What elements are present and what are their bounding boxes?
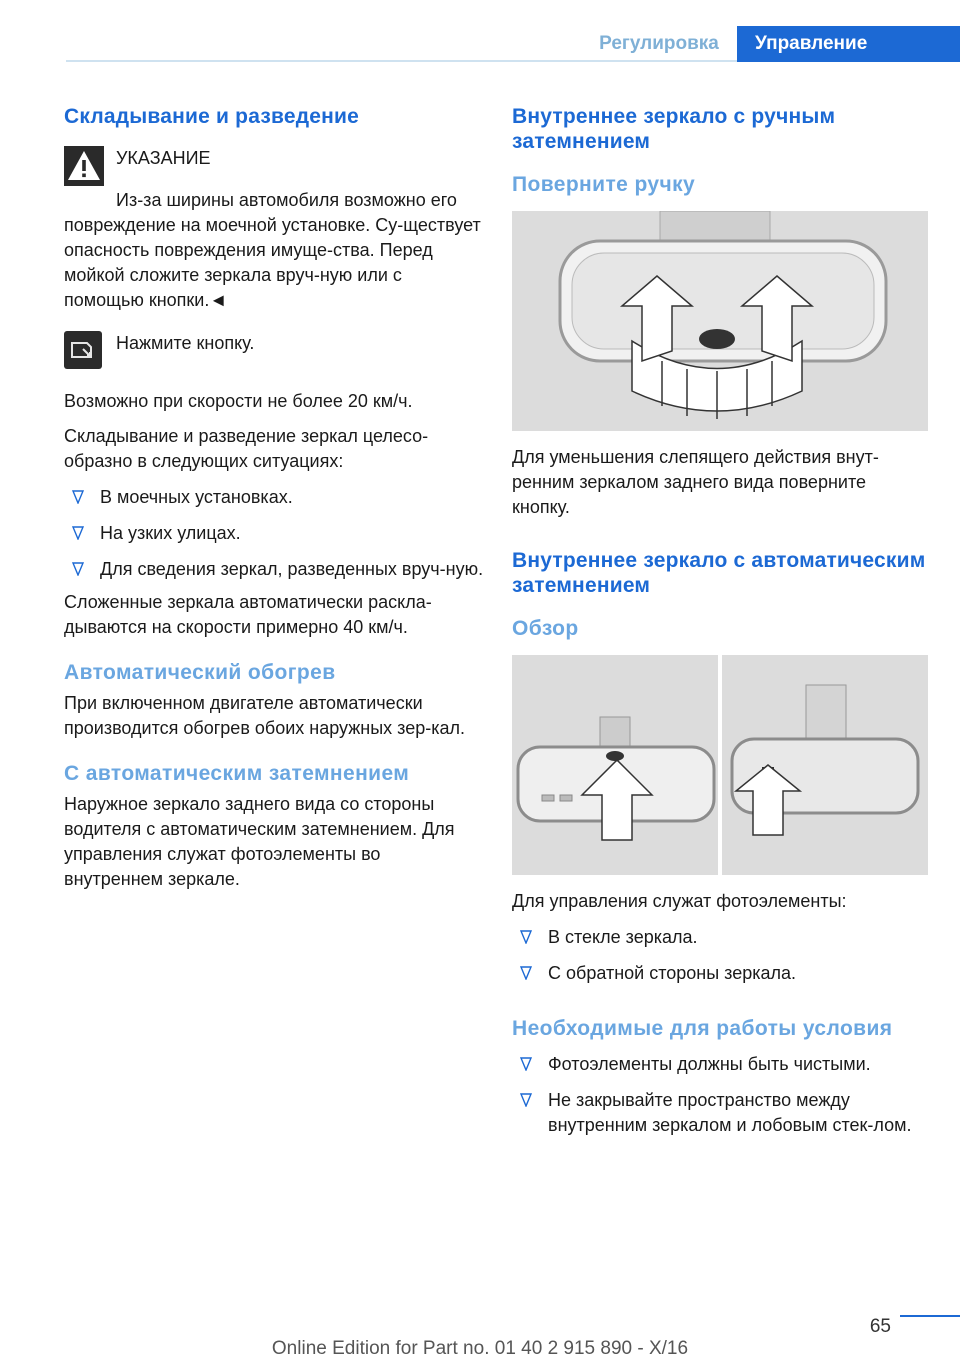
mirror-front-illustration: [512, 655, 718, 875]
bullet-triangle-icon: [72, 526, 84, 540]
turn-knob-title: Поверните ручку: [512, 173, 696, 196]
list-item: В моечных установках.: [64, 485, 484, 510]
warning-text: Из-за ширины автомобиля возможно его повреждение на моечной установке. Су-ществует опасность повреждения имуще-ства. Перед мойкой сложите зеркала вруч-ную или с помощью кнопки.◄: [64, 190, 481, 310]
fold-title: Складывание и разведение: [64, 105, 359, 128]
page-number: 65: [869, 1316, 891, 1337]
list-item: На узких улицах.: [64, 521, 484, 546]
footer-rule: [900, 1315, 960, 1317]
list-item: С обратной стороны зеркала.: [512, 961, 928, 986]
mirror-back-illustration: [722, 655, 928, 875]
warning-label: УКАЗАНИЕ: [116, 148, 211, 168]
list-item: Не закрывайте пространство между внутренним зеркалом и лобовым стек-лом.: [512, 1088, 928, 1138]
conditions-list: [512, 1052, 928, 1138]
dimming-title: С автоматическим затемнением: [64, 762, 410, 785]
overview-title: Обзор: [512, 617, 579, 640]
auto-dimming-title: Внутреннее зеркало с автоматическим затемнением: [512, 549, 926, 597]
bullet-triangle-icon: [520, 1057, 532, 1071]
bullet-triangle-icon: [72, 490, 84, 504]
button-instruction: [64, 331, 484, 369]
warning-block: [64, 146, 484, 186]
press-button-text: Нажмите кнопку.: [116, 333, 255, 353]
tab-regulirovka[interactable]: Регулировка: [599, 33, 719, 54]
list-item: В стекле зеркала.: [512, 925, 928, 950]
left-column: [64, 100, 484, 892]
bullet-triangle-icon: [520, 1093, 532, 1107]
tab-upravlenie[interactable]: Управление: [737, 26, 960, 62]
manual-mirror-illustration: [512, 211, 928, 431]
dimming-text: Наружное зеркало заднего вида со стороны водителя с автоматическим затемнением. Для управления служат фотоэлементы во внутреннем зеркале.: [64, 794, 455, 889]
photocells-intro: Для управления служат фотоэлементы:: [512, 891, 847, 911]
bullet-triangle-icon: [520, 966, 532, 980]
auto-unfold-text: Сложенные зеркала автоматически раскла-дываются на скорости примерно 40 км/ч.: [64, 592, 432, 637]
conditions-title: Необходимые для работы условия: [512, 1017, 893, 1040]
bullet-triangle-icon: [72, 562, 84, 576]
situations-intro: Складывание и разведение зеркал целесо-образно в следующих ситуациях:: [64, 426, 429, 471]
photocells-list: [512, 925, 928, 986]
heating-title: Автоматический обогрев: [64, 661, 336, 684]
heating-text: При включенном двигателе автоматически производится обогрев обоих наружных зер-кал.: [64, 693, 466, 738]
situations-list: [64, 485, 484, 582]
warning-triangle-icon: [64, 146, 104, 186]
manual-dimming-title: Внутреннее зеркало с ручным затемнением: [512, 105, 836, 153]
speed-note: Возможно при скорости не более 20 км/ч.: [64, 391, 413, 411]
list-item: Для сведения зеркал, разведенных вруч-ную.: [64, 557, 484, 582]
edition-text: Online Edition for Part no. 01 40 2 915 890 - X/16: [271, 1338, 689, 1359]
fold-button-icon: [64, 331, 102, 369]
bullet-triangle-icon: [520, 930, 532, 944]
list-item: Фотоэлементы должны быть чистыми.: [512, 1052, 928, 1077]
right-column: [512, 100, 928, 1138]
auto-mirror-illustrations: [512, 655, 928, 875]
manual-dimming-text: Для уменьшения слепящего действия внут-ренним зеркалом заднего вида поверните кнопку.: [512, 447, 879, 517]
